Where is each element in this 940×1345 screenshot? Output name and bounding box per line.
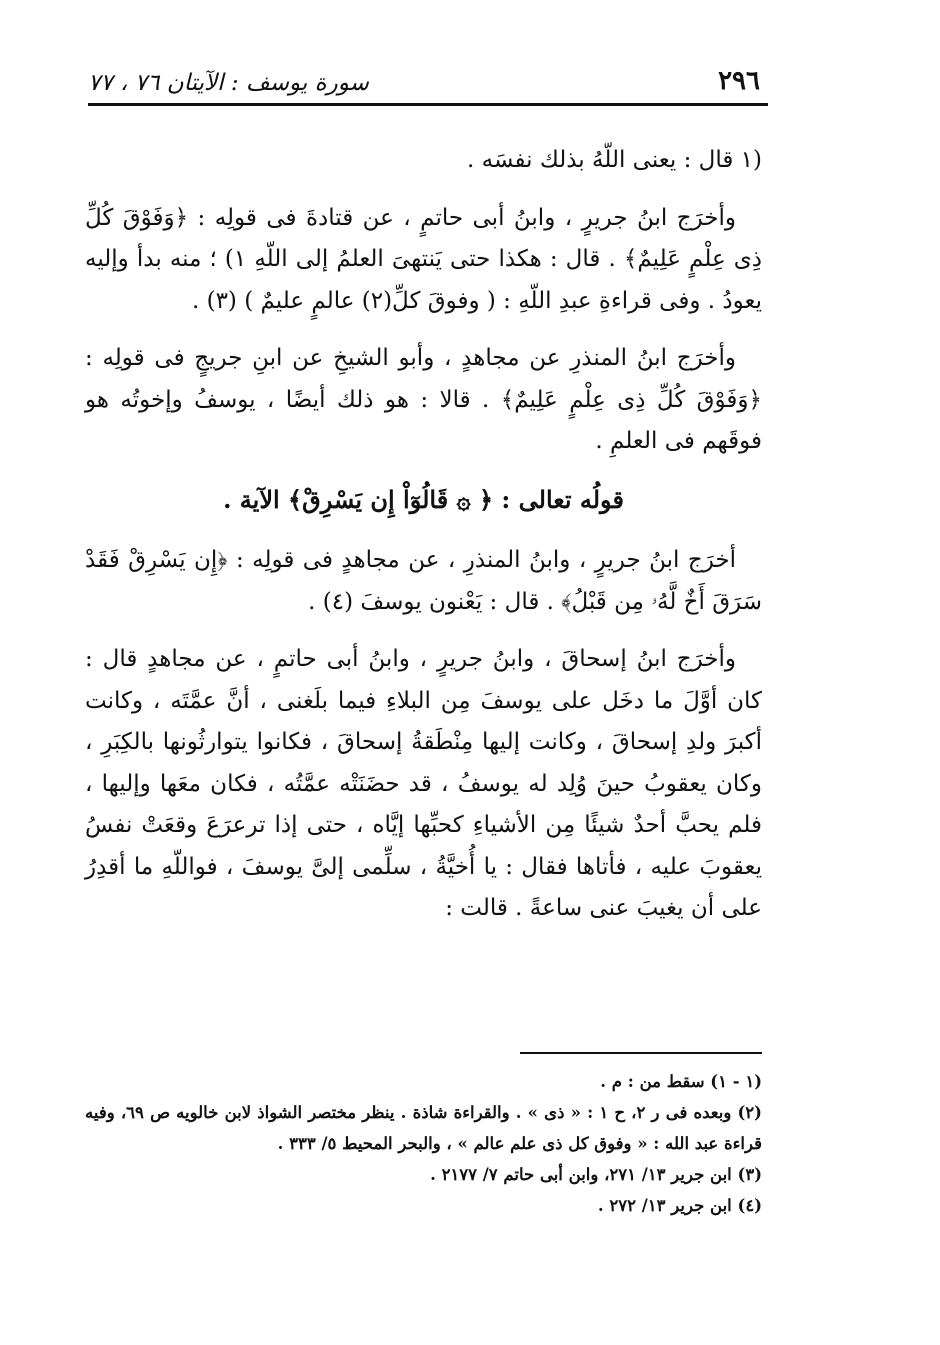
paragraph: وأخرَج ابنُ المنذرِ عن مجاهدٍ ، وأبو الشيخِ عن ابنِ جريجٍ فى قولِه : ﴿وَفَوْقَ كُلِّ ذِى عِلْمٍ عَلِيمٌ﴾ . قالا : هو ذلك أيضًا ، يوسفُ وإخوتُه هو فوقَهم فى العلمِ . xyxy=(85,345,762,454)
footnote: (٣) ابن جرير ١٣/ ٢٧١، وابن أبى حاتم ٧/ ٢١٧٧ . xyxy=(430,1165,762,1184)
footnotes xyxy=(85,1066,762,1221)
page-header xyxy=(88,56,760,96)
page-number: ٢٩٦ xyxy=(718,66,760,96)
paragraph: وأخرَج ابنُ إسحاقَ ، وابنُ جريرٍ ، وابنُ أبى حاتمٍ ، عن مجاهدٍ قال : كان أوَّلَ ما دخَل على يوسفَ مِن البلاءِ فيما بلَغنى ، أنَّ عمَّتَه ، وكانت أكبرَ ولدِ إسحاقَ ، وكانت إليها مِنْطَقةُ إسحاقَ ، فكانوا يتوارثُونها بالكِبَرِ ، وكان يعقوبُ حينَ وُلِد له يوسفُ ، قد حضَنَتْه عمَّتُه ، فكان معَها وإليها ، فلم يحبَّ أحدٌ شيئًا مِن الأشياءِ كحبِّها إيَّاه ، حتى إذا ترعرَعَ وقعَتْ نفسُ يعقوبَ عليه ، فأتاها فقال : يا أُخيَّةُ ، سلِّمى إلىَّ يوسفَ ، فواللّهِ ما أقدِرُ على أن يغيبَ عنى ساعةً . قالت : xyxy=(85,646,762,921)
main-text xyxy=(85,140,762,946)
footnote: (١ - ١) سقط من : م . xyxy=(600,1072,762,1091)
paragraph: أخرَج ابنُ جريرٍ ، وابنُ المنذرِ ، عن مجاهدٍ فى قولِه : ﴿إِن يَسْرِقْ فَقَدْ سَرَقَ أَخٌ لَّهُۥ مِن قَبْلُ﴾ . قال : يَعْنون يوسفَ (٤) . xyxy=(85,547,762,615)
footnote: (٢) وبعده فى ر ٢، ح ١ : « ذى » . والقراءة شاذة . ينظر مختصر الشواذ لابن خالويه ص ٦٩، وفيه قراءة عبد الله : « وفوق كل ذى علم عالم » ، والبحر المحيط ٥/ ٣٣٣ . xyxy=(85,1103,762,1153)
header-rule xyxy=(88,103,768,106)
footnote: (٤) ابن جرير ١٣/ ٢٧٢ . xyxy=(597,1196,762,1215)
paragraph: وأخرَج ابنُ جريرٍ ، وابنُ أبى حاتمٍ ، عن قتادةَ فى قولِه : ﴿وَفَوْقَ كُلِّ ذِى عِلْمٍ عَلِيمٌ﴾ . قال : هكذا حتى يَنتهىَ العلمُ إلى اللّهِ ١) ؛ منه بدأ وإليه يعودُ . وفى قراءةِ عبدِ اللّهِ : ( وفوقَ كلِّ(٢) عالمٍ عليمٌ ) (٣) . xyxy=(85,204,762,314)
paragraph: (١ قال : يعنى اللّهُ بذلك نفسَه . xyxy=(467,147,762,173)
footnote-rule xyxy=(520,1052,762,1054)
running-title: سورة يوسف : الآيتان ٧٦ ، ٧٧ xyxy=(88,70,369,96)
section-heading: قولُه تعالى : ﴿ ۞ قَالُوٓاْ إِن يَسْرِقْ﴾ الآية . xyxy=(223,484,624,514)
